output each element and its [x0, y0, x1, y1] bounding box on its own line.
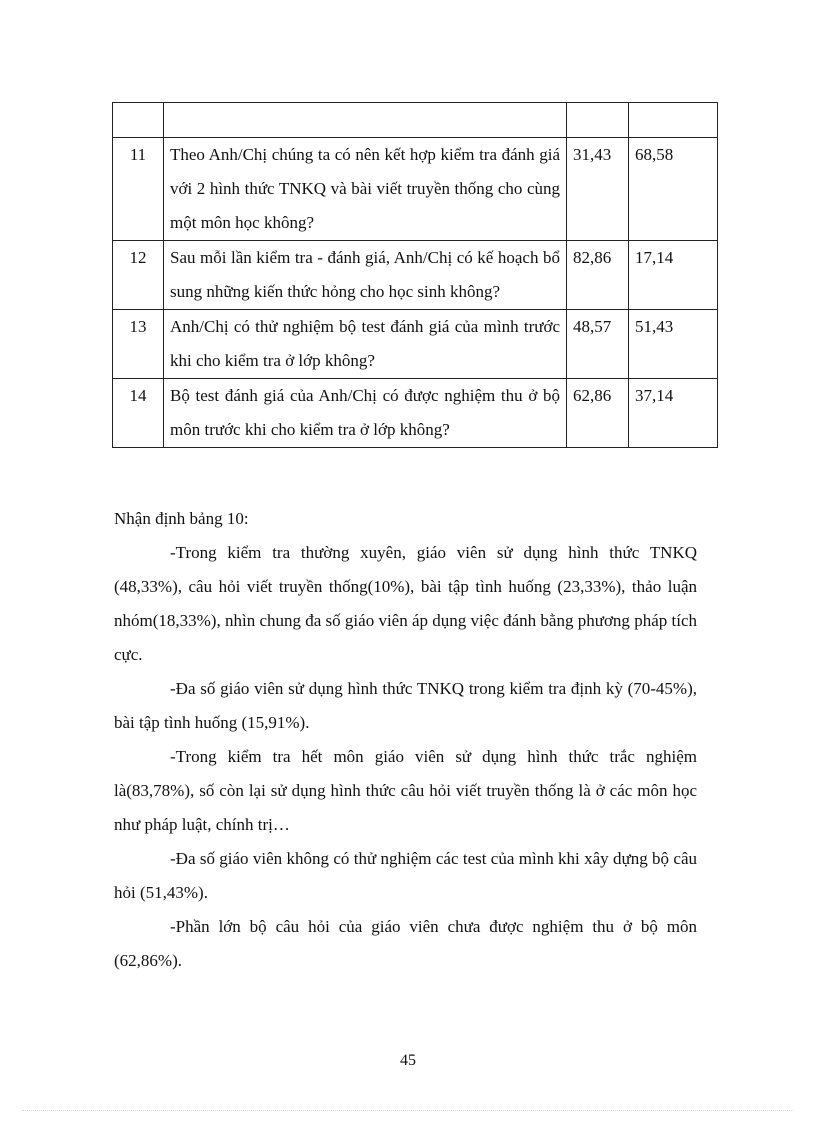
paragraph: -Trong kiểm tra hết môn giáo viên sử dụng hình thức trắc nghiệm là(83,78%), số còn lại sử dụng hình thức câu hỏi viết truyền thống là ở các môn học như pháp luật, chính trị… — [114, 747, 697, 834]
row-number: 11 — [113, 138, 164, 241]
question-text: Sau mỗi lần kiểm tra - đánh giá, Anh/Chị có kế hoạch bổ sung những kiến thức hỏng cho học sinh không? — [164, 241, 567, 310]
question-text: Theo Anh/Chị chúng ta có nên kết hợp kiểm tra đánh giá với 2 hình thức TNKQ và bài viết truyền thống cho cùng một môn học không? — [164, 138, 567, 241]
table-row — [113, 241, 718, 310]
table-row — [113, 103, 718, 138]
row-number — [113, 103, 164, 138]
survey-table — [112, 102, 718, 448]
value-no: 68,58 — [629, 138, 718, 241]
value-yes: 62,86 — [567, 379, 629, 448]
value-yes: 31,43 — [567, 138, 629, 241]
value-yes: 82,86 — [567, 241, 629, 310]
value-yes — [567, 103, 629, 138]
value-no: 37,14 — [629, 379, 718, 448]
section-heading: Nhận định bảng 10: — [114, 509, 249, 528]
paragraph: -Trong kiểm tra thường xuyên, giáo viên sử dụng hình thức TNKQ (48,33%), câu hỏi viết truyền thống(10%), bài tập tình huống (23,33%), thảo luận nhóm(18,33%), nhìn chung đa số giáo viên áp dụng việc đánh bằng phương pháp tích cực. — [114, 543, 697, 664]
paragraph: -Đa số giáo viên không có thử nghiệm các test của mình khi xây dựng bộ câu hỏi (51,43%). — [114, 849, 697, 902]
paragraph: -Đa số giáo viên sử dụng hình thức TNKQ trong kiểm tra định kỳ (70-45%), bài tập tình huống (15,91%). — [114, 679, 697, 732]
question-text: Bộ test đánh giá của Anh/Chị có được nghiệm thu ở bộ môn trước khi cho kiểm tra ở lớp không? — [164, 379, 567, 448]
row-number: 13 — [113, 310, 164, 379]
table-row — [113, 310, 718, 379]
question-text: Anh/Chị có thử nghiệm bộ test đánh giá của mình trước khi cho kiểm tra ở lớp không? — [164, 310, 567, 379]
page-edge-divider — [22, 1110, 794, 1111]
row-number: 14 — [113, 379, 164, 448]
question-text — [164, 103, 567, 138]
value-no: 51,43 — [629, 310, 718, 379]
row-number: 12 — [113, 241, 164, 310]
value-yes: 48,57 — [567, 310, 629, 379]
value-no — [629, 103, 718, 138]
analysis-section — [114, 502, 697, 978]
paragraph: -Phần lớn bộ câu hỏi của giáo viên chưa được nghiệm thu ở bộ môn (62,86%). — [114, 917, 697, 970]
table-row — [113, 138, 718, 241]
page-number: 45 — [400, 1052, 416, 1069]
table-row — [113, 379, 718, 448]
value-no: 17,14 — [629, 241, 718, 310]
